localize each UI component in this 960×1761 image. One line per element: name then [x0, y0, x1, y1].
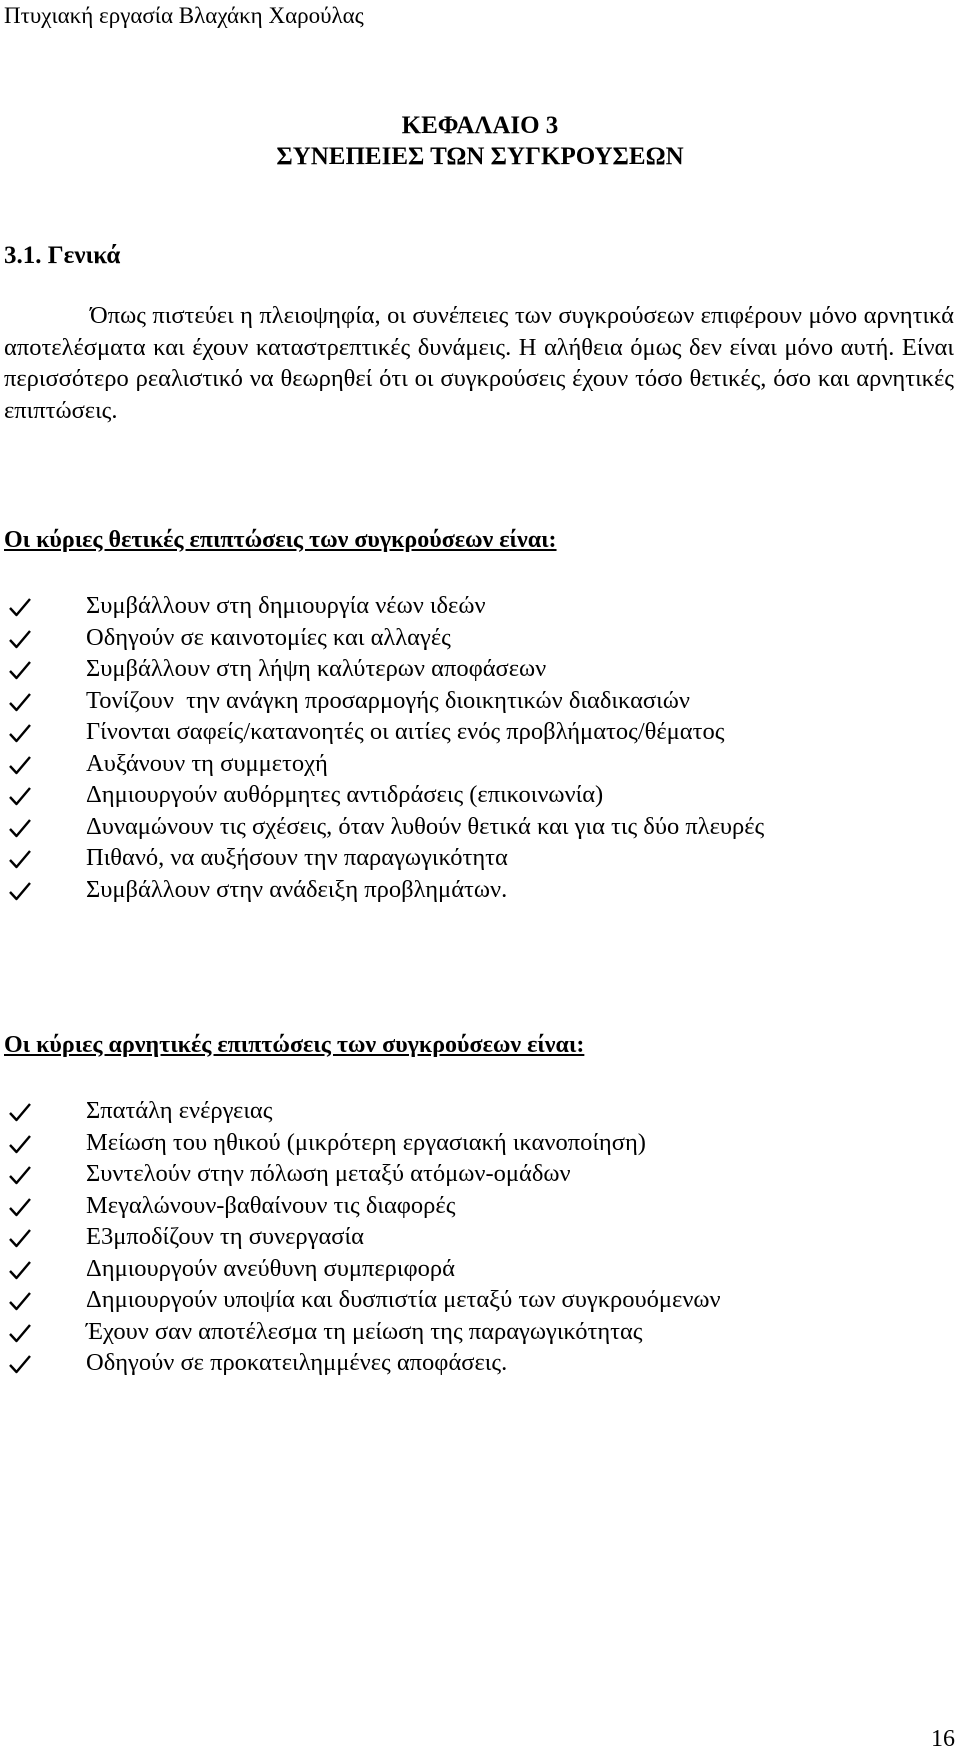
- list-item: [8, 622, 764, 654]
- list-item-text: Δημιουργούν υποψία και δυσπιστία μεταξύ των συγκρουόμενων: [86, 1286, 721, 1313]
- list-item: [8, 1347, 721, 1379]
- check-icon: [8, 1291, 32, 1311]
- list-item: [8, 685, 764, 717]
- list-item-text: Ε3μποδίζουν τη συνεργασία: [86, 1223, 364, 1250]
- check-icon: [8, 1102, 32, 1122]
- check-icon: [8, 723, 32, 743]
- check-icon: [8, 755, 32, 775]
- list-item: [8, 874, 764, 906]
- list-item-text: Μείωση του ηθικού (μικρότερη εργασιακή ικανοποίηση): [86, 1128, 646, 1156]
- list-item-text: Πιθανό, να αυξήσουν την παραγωγικότητα: [86, 844, 508, 871]
- list-item: [8, 1316, 721, 1348]
- chapter-number: ΚΕΦΑΛΑΙΟ 3: [401, 112, 559, 139]
- list-item-text: Δημιουργούν ανεύθυνη συμπεριφορά: [86, 1254, 455, 1282]
- check-icon: [8, 818, 32, 838]
- check-icon: [8, 1197, 32, 1217]
- list-item-text: Τονίζουν την ανάγκη προσαρμογής διοικητικών διαδικασιών: [86, 686, 690, 714]
- page-number: 16: [931, 1726, 955, 1752]
- negative-effects-list: [8, 1095, 721, 1379]
- list-item-text: Οδηγούν σε καινοτομίες και αλλαγές: [86, 623, 451, 651]
- list-item: [8, 811, 764, 843]
- list-item-text: Δυναμώνουν τις σχέσεις, όταν λυθούν θετικά και για τις δύο πλευρές: [86, 812, 765, 840]
- list-item: [8, 653, 764, 685]
- intro-paragraph: Όπως πιστεύει η πλειοψηφία, οι συνέπειες των συγκρούσεων επιφέρουν μόνο αρνητικά αποτελέσματα και έχουν καταστρεπτικές δυνάμεις. Η αλήθεια όμως δεν είναι μόνο αυτή. Είναι περισσότερο ρεαλιστικό να θεωρηθεί ότι οι συγκρούσεις έχουν τόσο θετικές, όσο και αρνητικές επιπτώσεις.: [4, 302, 954, 424]
- check-icon: [8, 692, 32, 712]
- list-item: [8, 842, 764, 874]
- list-item: [8, 1127, 721, 1159]
- list-item: [8, 779, 764, 811]
- list-item: [8, 1221, 721, 1253]
- list-item: [8, 748, 764, 780]
- list-item-text: Συμβάλλουν στη λήψη καλύτερων αποφάσεων: [86, 655, 547, 682]
- list-item: [8, 1158, 721, 1190]
- check-icon: [8, 1323, 32, 1343]
- list-item: [8, 1253, 721, 1285]
- list-item-text: Μεγαλώνουν-βαθαίνουν τις διαφορές: [86, 1191, 456, 1219]
- list-item: [8, 1095, 721, 1127]
- check-icon: [8, 629, 32, 649]
- check-icon: [8, 1134, 32, 1154]
- list-item-text: Σπατάλη ενέργειας: [86, 1097, 273, 1124]
- check-icon: [8, 1354, 32, 1374]
- list-item-text: Γίνονται σαφείς/κατανοητές οι αιτίες ενός προβλήματος/θέματος: [86, 718, 725, 745]
- check-icon: [8, 786, 32, 806]
- list-item: [8, 1284, 721, 1316]
- check-icon: [8, 849, 32, 869]
- list-item: [8, 1190, 721, 1222]
- check-icon: [8, 1260, 32, 1280]
- list-item-text: Συντελούν στην πόλωση μεταξύ ατόμων-ομάδων: [86, 1160, 571, 1187]
- negative-effects-heading: Οι κύριες αρνητικές επιπτώσεις των συγκρούσεων είναι:: [4, 1032, 585, 1058]
- list-item: [8, 716, 764, 748]
- list-item-text: Οδηγούν σε προκατειλημμένες αποφάσεις.: [86, 1349, 508, 1376]
- positive-effects-heading: Οι κύριες θετικές επιπτώσεις των συγκρούσεων είναι:: [4, 527, 557, 553]
- check-icon: [8, 1165, 32, 1185]
- list-item-text: Έχουν σαν αποτέλεσμα τη μείωση της παραγωγικότητας: [86, 1317, 643, 1345]
- section-heading: 3.1. Γενικά: [4, 242, 121, 269]
- running-header: Πτυχιακή εργασία Βλαχάκη Χαρούλας: [4, 3, 364, 28]
- check-icon: [8, 1228, 32, 1248]
- list-item-text: Συμβάλλουν στην ανάδειξη προβλημάτων.: [86, 875, 508, 903]
- check-icon: [8, 597, 32, 617]
- list-item: [8, 590, 764, 622]
- list-item-text: Συμβάλλουν στη δημιουργία νέων ιδεών: [86, 592, 486, 619]
- chapter-title: ΣΥΝΕΠΕΙΕΣ ΤΩΝ ΣΥΓΚΡΟΥΣΕΩΝ: [276, 143, 684, 170]
- check-icon: [8, 881, 32, 901]
- positive-effects-list: [8, 590, 764, 905]
- list-item-text: Αυξάνουν τη συμμετοχή: [86, 749, 328, 777]
- list-item-text: Δημιουργούν αυθόρμητες αντιδράσεις (επικοινωνία): [86, 781, 604, 808]
- check-icon: [8, 660, 32, 680]
